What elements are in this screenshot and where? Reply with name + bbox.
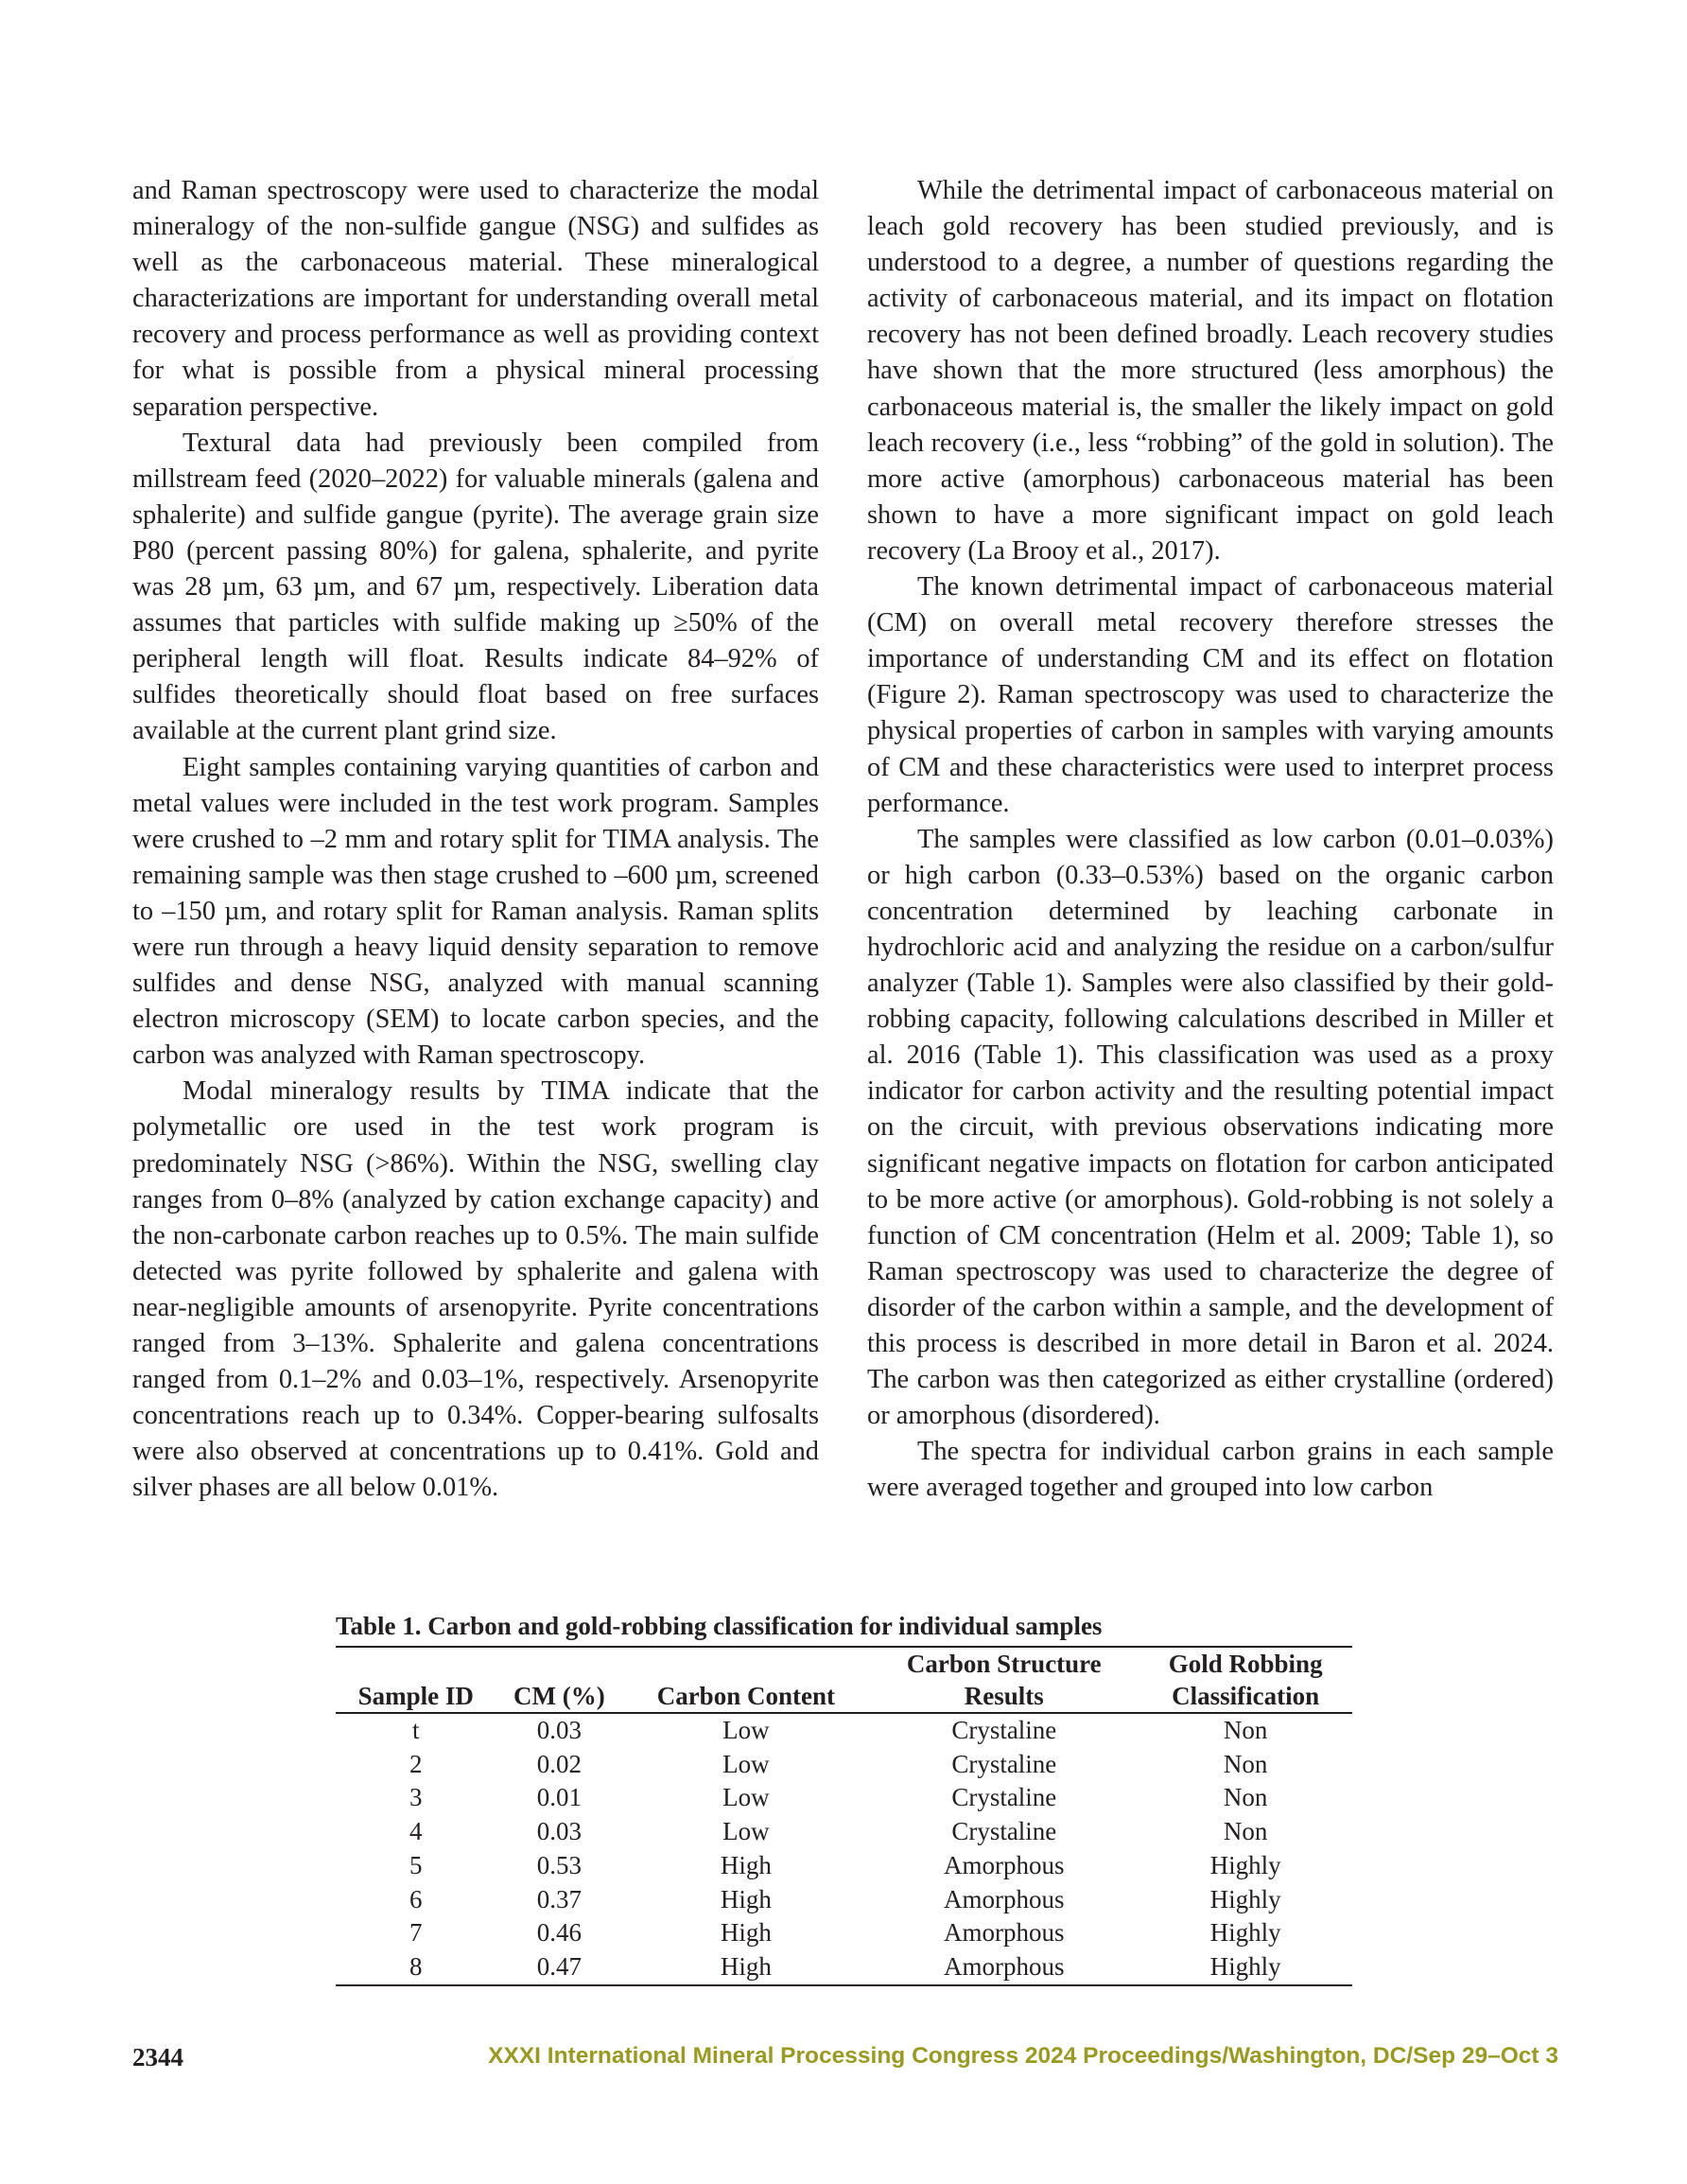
- cell-carbon-content: High: [720, 1884, 772, 1913]
- table-row: [336, 1916, 1352, 1950]
- paragraph: The spectra for individual carbon grains in each sample were averaged together and grouped into low carbon: [867, 1437, 1554, 1503]
- cell-sample-id: 6: [409, 1884, 423, 1913]
- cell-structure: Amorphous: [944, 1850, 1065, 1879]
- header-sample-id: Sample ID: [336, 1680, 496, 1713]
- cell-structure: Amorphous: [944, 1918, 1065, 1948]
- cell-sample-id: 3: [409, 1783, 423, 1812]
- cell-sample-id: 2: [409, 1749, 423, 1778]
- cell-structure: Crystaline: [951, 1783, 1057, 1812]
- table-row: [336, 1849, 1352, 1883]
- cell-structure: Crystaline: [951, 1817, 1057, 1846]
- classification-table: [336, 1646, 1352, 1986]
- cell-carbon-content: Low: [722, 1783, 770, 1812]
- table-caption: Table 1. Carbon and gold-robbing classification for individual samples: [336, 1612, 1103, 1640]
- cell-carbon-content: Low: [722, 1716, 770, 1744]
- cell-sample-id: 7: [409, 1918, 423, 1948]
- paragraph: Eight samples containing varying quantities of carbon and metal values were included in the test work program. Samples were crushed to –2 mm and rotary split for TIMA analysis. The remaining sample was then stage crushed to –600 µm, screened to –150 µm, and rotary split for Raman analysis. Raman splits were run through a heavy liquid density separation to remove sulfides and dense NSG, analyzed with manual scanning electron microscopy (SEM) to locate carbon species, and the carbon was analyzed with Raman spectroscopy.: [132, 752, 819, 1071]
- table-header-row: [336, 1647, 1352, 1680]
- cell-structure: Amorphous: [944, 1884, 1065, 1913]
- cell-structure: Crystaline: [951, 1716, 1057, 1744]
- cell-sample-id: 4: [409, 1817, 423, 1846]
- table-row: [336, 1883, 1352, 1917]
- cell-gold-robbing: Highly: [1209, 1884, 1281, 1913]
- cell-cm: 0.47: [496, 1950, 622, 1985]
- table-header-row: [336, 1680, 1352, 1713]
- paragraph: The known detrimental impact of carbonaceous material (CM) on overall metal recovery therefore stresses the importance of understanding CM and its effect on flotation (Figure 2). Raman spectroscopy was used to characterize the physical properties of carbon in samples with varying amounts of CM and these characteristics were used to interpret process performance.: [867, 572, 1554, 818]
- left-column: [132, 173, 819, 1506]
- paragraph: While the detrimental impact of carbonaceous material on leach gold recovery has been studied previously, and is understood to a degree, a number of questions regarding the activity of carbonaceous material, and its impact on flotation recovery has not been defined broadly. Leach recovery studies have shown that the more structured (less amorphous) the carbonaceous material is, the smaller the likely impact on gold leach recovery (i.e., less “robbing” of the gold in solution). The more active (amorphous) carbonaceous material has been shown to have a more significant impact on gold leach recovery (La Brooy et al., 2017).: [867, 176, 1554, 566]
- cell-sample-id: 8: [336, 1950, 496, 1985]
- cell-cm: 0.03: [536, 1817, 583, 1846]
- table-row: [336, 1815, 1352, 1849]
- paragraph: and Raman spectroscopy were used to characterize the modal mineralogy of the non-sulfide gangue (NSG) and sulfides as well as the carbonaceous material. These mineralogical characterizations are important for understanding overall metal recovery and process performance as well as providing context for what is possible from a physical mineral processing separation perspective.: [132, 176, 819, 422]
- cell-sample-id: 5: [409, 1850, 423, 1879]
- cell-carbon-content: Low: [722, 1817, 770, 1846]
- cell-structure: Amorphous: [869, 1950, 1139, 1985]
- cell-gold-robbing: Highly: [1139, 1950, 1352, 1985]
- cell-cm: 0.37: [536, 1884, 583, 1913]
- cell-gold-robbing: Non: [1223, 1749, 1268, 1778]
- cell-cm: 0.46: [536, 1918, 583, 1948]
- cell-cm: 0.01: [536, 1783, 583, 1812]
- paragraph: Textural data had previously been compiled from millstream feed (2020–2022) for valuable minerals (galena and sphalerite) and sulfide gangue (pyrite). The average grain size P80 (percent passing 80%) for galena, sphalerite, and pyrite was 28 µm, 63 µm, and 67 µm, respectively. Liberation data assumes that particles with sulfide making up ≥50% of the peripheral length will float. Results indicate 84–92% of sulfides theoretically should float based on free surfaces available at the current plant grind size.: [132, 428, 819, 746]
- table-1: [336, 1610, 1352, 1986]
- header-carbon-content: Carbon Content: [622, 1680, 869, 1713]
- header-gold-robbing: Gold Robbing: [1139, 1647, 1352, 1680]
- table-row: [336, 1950, 1352, 1985]
- page-number: 2344: [132, 2043, 183, 2071]
- cell-carbon-content: High: [622, 1950, 869, 1985]
- table-row: [336, 1713, 1352, 1748]
- table-body: [336, 1713, 1352, 1985]
- table-row: [336, 1748, 1352, 1782]
- right-column: [867, 173, 1554, 1506]
- cell-carbon-content: High: [720, 1918, 772, 1948]
- header-structure-results: Results: [869, 1680, 1139, 1713]
- cell-gold-robbing: Non: [1223, 1716, 1268, 1744]
- cell-gold-robbing: Non: [1223, 1783, 1268, 1812]
- page-footer: [132, 2043, 1558, 2081]
- cell-carbon-content: Low: [722, 1749, 770, 1778]
- cell-structure: Crystaline: [951, 1749, 1057, 1778]
- cell-cm: 0.03: [536, 1716, 583, 1744]
- header-classification: Classification: [1139, 1680, 1352, 1713]
- cell-carbon-content: High: [720, 1850, 772, 1879]
- paragraph: The samples were classified as low carbon (0.01–0.03%) or high carbon (0.33–0.53%) based on the organic carbon concentration determined by leaching carbonate in hydrochloric acid and analyzing the residue on a carbon/sulfur analyzer (Table 1). Samples were also classified by their gold-robbing capacity, following calculations described in Miller et al. 2016 (Table 1). This classification was used as a proxy indicator for carbon activity and the resulting potential impact on the circuit, with previous observations indicating more significant negative impacts on flotation for carbon anticipated to be more active (or amorphous). Gold-robbing is not solely a function of CM concentration (Helm et al. 2009; Table 1), so Raman spectroscopy was used to characterize the degree of disorder of the carbon within a sample, and the development of this process is described in more detail in Baron et al. 2024. The carbon was then categorized as either crystalline (ordered) or amorphous (disordered).: [867, 824, 1554, 1431]
- cell-gold-robbing: Highly: [1209, 1918, 1281, 1948]
- running-title: XXXI International Mineral Processing Congress 2024 Proceedings/Washington, DC/Sep 29–Oct 3: [488, 2043, 1558, 2069]
- cell-gold-robbing: Highly: [1209, 1850, 1281, 1879]
- header-blank: [336, 1647, 496, 1680]
- cell-sample-id: t: [411, 1716, 420, 1744]
- paragraph: Modal mineralogy results by TIMA indicate that the polymetallic ore used in the test work program is predominately NSG (>86%). Within the NSG, swelling clay ranges from 0–8% (analyzed by cation exchange capacity) and the non-carbonate carbon reaches up to 0.5%. The main sulfide detected was pyrite followed by sphalerite and galena with near-negligible amounts of arsenopyrite. Pyrite concentrations ranged from 3–13%. Sphalerite and galena concentrations ranged from 0.1–2% and 0.03–1%, respectively. Arsenopyrite concentrations reach up to 0.34%. Copper-bearing sulfosalts were also observed at concentrations up to 0.41%. Gold and silver phases are all below 0.01%.: [132, 1076, 819, 1503]
- header-cm: CM (%): [496, 1680, 622, 1713]
- header-carbon-structure: Carbon Structure: [869, 1647, 1139, 1680]
- header-blank: [496, 1647, 622, 1680]
- table-row: [336, 1781, 1352, 1815]
- cell-gold-robbing: Non: [1223, 1817, 1268, 1846]
- cell-cm: 0.02: [536, 1749, 583, 1778]
- cell-cm: 0.53: [536, 1850, 583, 1879]
- header-blank: [622, 1647, 869, 1680]
